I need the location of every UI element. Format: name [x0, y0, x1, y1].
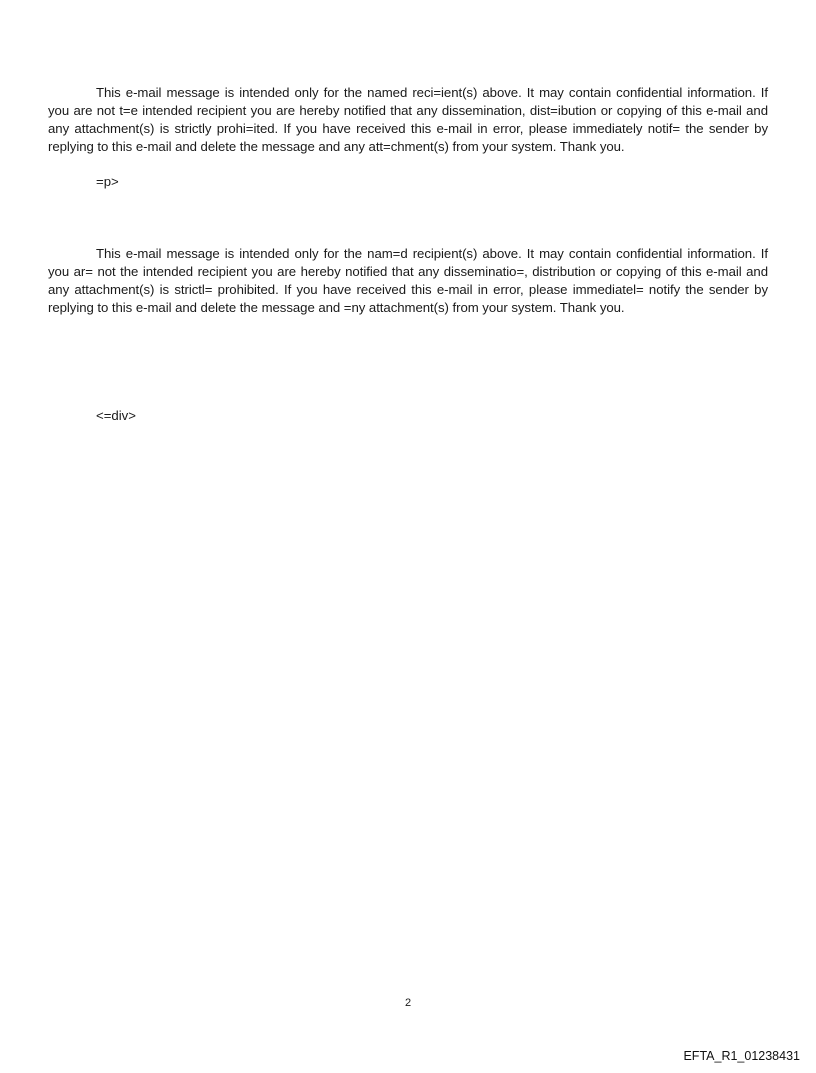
disclaimer-paragraph-2: [48, 245, 768, 317]
markup-fragment-p: =p>: [96, 174, 119, 189]
markup-fragment-div: <=div>: [96, 408, 136, 423]
page-number: 2: [404, 997, 412, 1009]
document-id: EFTA_R1_01238431: [683, 1049, 800, 1063]
disclaimer-paragraph-1: [48, 84, 768, 156]
disclaimer-text-1: This e-mail message is intended only for the named reci=ient(s) above. It may contain confidential information. If you are not t=e intended recipient you are hereby notified that any dissemination, dist=ibution or copying of this e-mail and any attachment(s) is strictly prohi=ited. If you have received this e-mail in error, please immediately notif= the sender by replying to this e-mail and delete the message and any att=chment(s) from your system. Thank you.: [48, 85, 768, 154]
disclaimer-text-2: This e-mail message is intended only for the nam=d recipient(s) above. It may contain confidential information. If you ar= not the intended recipient you are hereby notified that any disseminatio=, distribution or copying of this e-mail and any attachment(s) is strictl= prohibited. If you have received this e-mail in error, please immediatel= notify the sender by replying to this e-mail and delete the message and =ny attachment(s) from your system. Thank you.: [48, 246, 768, 315]
